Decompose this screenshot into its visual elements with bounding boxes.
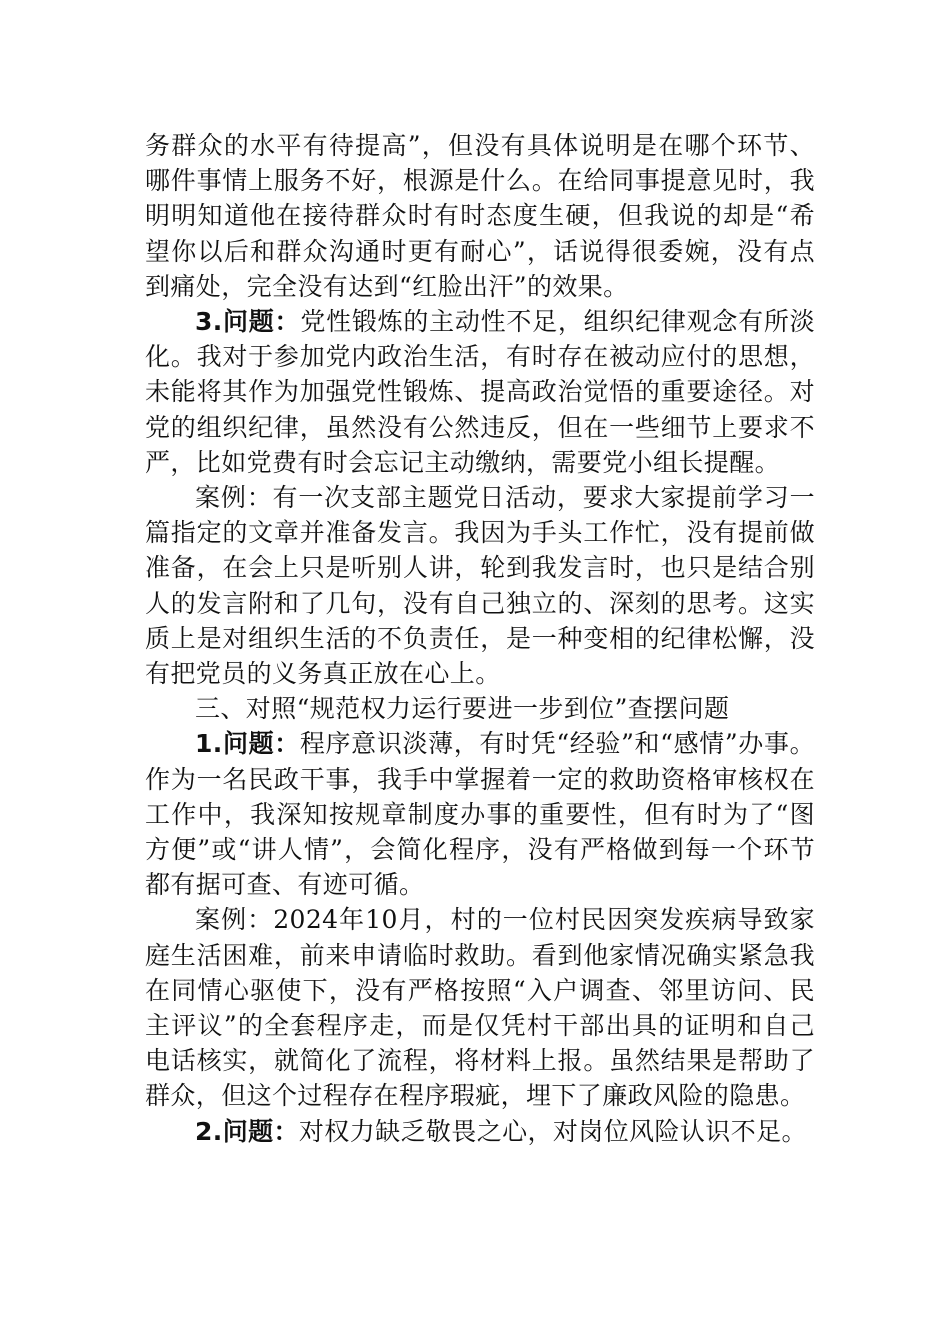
heading-text: 三、对照“规范权力运行要进一步到位”查摆问题 [195,694,730,724]
paragraph-text: 党性锻炼的主动性不足，组织纪律观念有所淡化。我对于参加党内政治生活，有时存在被动应付的思想，未能将其作为加强党性锻炼、提高政治觉悟的重要途径。对党的组织纪律，虽然没有公然违反，但在一些细节上要求不严，比如党费有时会忘记主动缴纳，需要党小组长提醒。 [145,307,815,477]
paragraph-lead: 1.问题： [195,729,300,759]
paragraph-6 [145,902,815,1113]
document-body [145,128,815,1149]
paragraph-lead: 2.问题： [195,1116,299,1146]
paragraph-text: 对权力缺乏敬畏之心，对岗位风险认识不足。 [298,1116,807,1146]
paragraph-7 [145,1114,815,1149]
paragraph-text: 程序意识淡薄，有时凭“经验”和“感情”办事。作为一名民政干事，我手中掌握着一定的救助资格审核权在工作中，我深知按规章制度办事的重要性，但有时为了“图方便”或“讲人情”，会简化程序，没有严格做到每一个环节都有据可查、有迹可循。 [145,729,815,900]
paragraph-text: 案例：2024年10月，村的一位村民因突发疾病导致家庭生活困难，前来申请临时救助。看到他家情况确实紧急我在同情心驱使下，没有严格按照“入户调查、邻里访问、民主评议”的全套程序走，而是仅凭村干部出具的证明和自己电话核实，就简化了流程，将材料上报。虽然结果是帮助了群众，但这个过程存在程序瑕疵，埋下了廉政风险的隐患。 [145,905,815,1111]
paragraph-lead: 3.问题： [195,307,301,337]
paragraph-2 [145,304,815,480]
paragraph-5 [145,726,815,902]
paragraph-3 [145,480,815,691]
paragraph-text: 务群众的水平有待提高”，但没有具体说明是在哪个环节、哪件事情上服务不好，根源是什么。在给同事提意见时，我明明知道他在接待群众时有时态度生硬，但我说的却是“希望你以后和群众沟通时更有耐心”，话说得很委婉，没有点到痛处，完全没有达到“红脸出汗”的效果。 [145,131,815,301]
paragraph-text: 案例：有一次支部主题党日活动，要求大家提前学习一篇指定的文章并准备发言。我因为手头工作忙，没有提前做准备，在会上只是听别人讲，轮到我发言时，也只是结合别人的发言附和了几句，没有自己独立的、深刻的思考。这实质上是对组织生活的不负责任，是一种变相的纪律松懈，没有把党员的义务真正放在心上。 [145,483,815,689]
section-heading [145,691,815,726]
paragraph-1 [145,128,815,304]
